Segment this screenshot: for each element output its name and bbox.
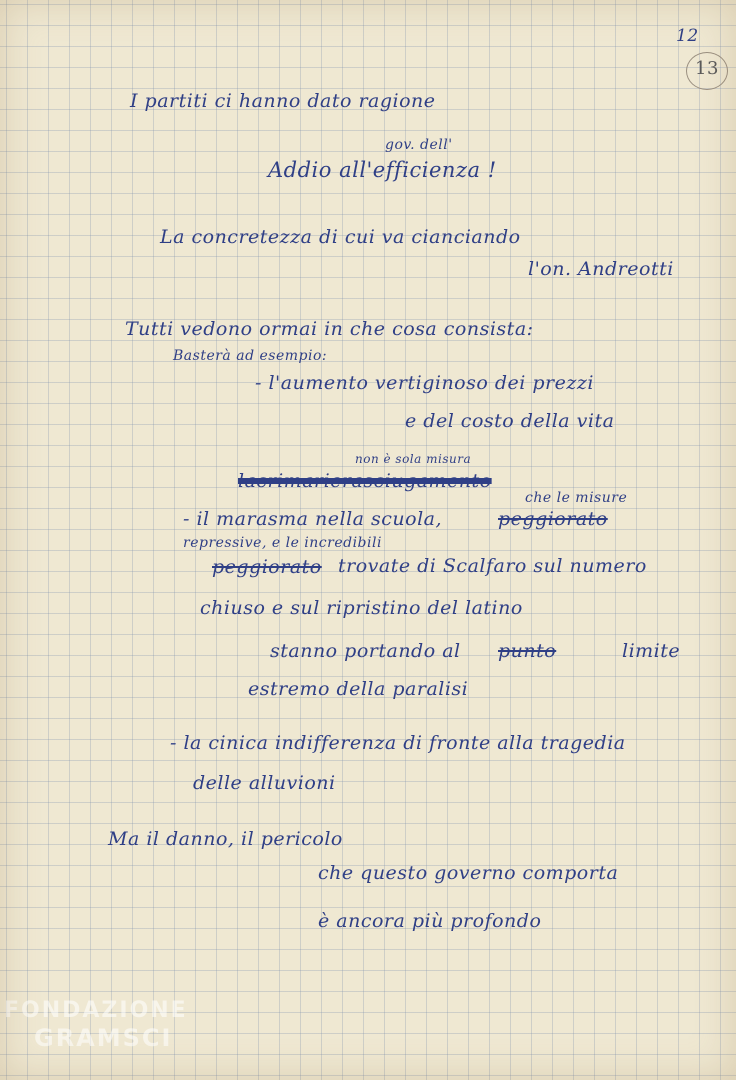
text-line-13: estremo della paralisi bbox=[248, 678, 469, 700]
text-line-4: l'on. Andreotti bbox=[528, 258, 674, 280]
text-line-10: trovate di Scalfaro sul numero bbox=[338, 555, 647, 577]
heading-line: Addio all'efficienza ! bbox=[268, 158, 497, 182]
page-number: 12 bbox=[676, 26, 699, 46]
text-line-12-end: limite bbox=[622, 640, 681, 662]
text-line-8: e del costo della vita bbox=[405, 410, 615, 432]
text-line-11: chiuso e sul ripristino del latino bbox=[200, 597, 523, 619]
text-line-15: delle alluvioni bbox=[193, 772, 336, 794]
text-line-17: che questo governo comporta bbox=[318, 862, 619, 884]
insertion-line-1: non è sola misura bbox=[355, 452, 472, 466]
insertion-above-title: gov. dell' bbox=[385, 137, 453, 153]
text-line-16: Ma il danno, il pericolo bbox=[108, 828, 343, 850]
watermark-line-2: GRAMSCI bbox=[34, 1024, 173, 1052]
text-line-18: è ancora più profondo bbox=[318, 910, 542, 932]
insertion-line-2: che le misure bbox=[525, 490, 628, 506]
struck-line-1: lacrimarierasciugamento bbox=[238, 470, 492, 492]
text-line-1: I partiti ci hanno dato ragione bbox=[130, 90, 436, 112]
insertion-line-3: repressive, e le incredibili bbox=[183, 535, 382, 551]
struck-word-2: peggiorato bbox=[212, 556, 322, 578]
text-line-9: - il marasma nella scuola, bbox=[183, 508, 443, 530]
text-line-12: stanno portando al bbox=[270, 640, 461, 662]
text-line-3: La concretezza di cui va cianciando bbox=[160, 226, 521, 248]
text-line-6: Basterà ad esempio: bbox=[173, 348, 328, 364]
struck-word-3: punto bbox=[498, 640, 557, 662]
text-line-14: - la cinica indifferenza di fronte alla tragedia bbox=[170, 732, 626, 754]
text-line-7: - l'aumento vertiginoso dei prezzi bbox=[255, 372, 594, 394]
page-number-pencil: 13 bbox=[695, 58, 719, 79]
struck-word-1: peggiorato bbox=[498, 508, 608, 530]
text-line-5: Tutti vedono ormai in che cosa consista: bbox=[125, 318, 534, 340]
watermark-line-1: FONDAZIONE bbox=[4, 998, 188, 1023]
